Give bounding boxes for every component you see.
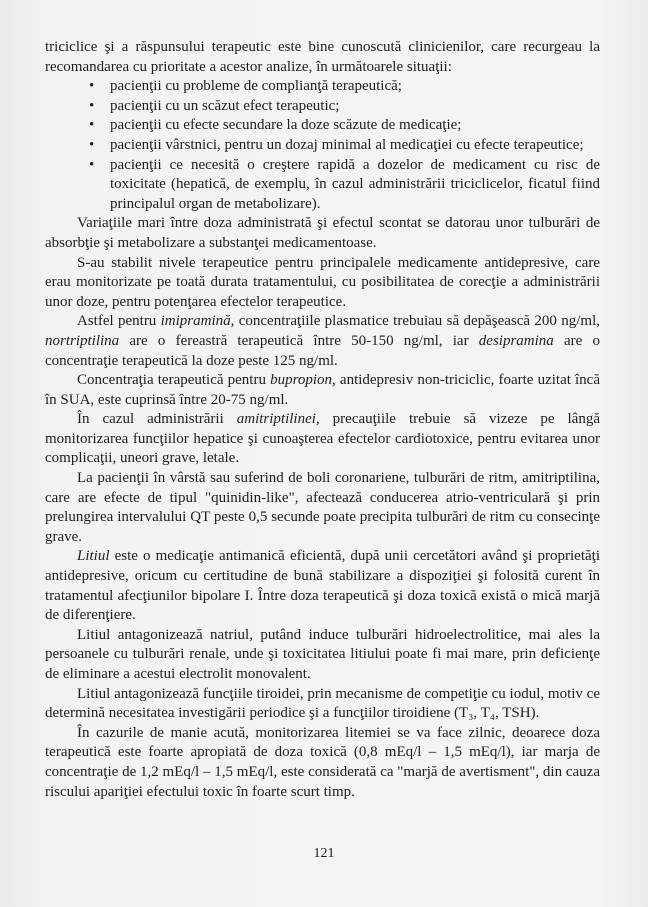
drug-name: bupropion, (270, 372, 336, 389)
paragraph-amitriptilina (45, 410, 600, 469)
body-text (45, 38, 600, 802)
drug-name: desipramina (478, 332, 554, 349)
paragraph-tiroida: Litiul antagonizează funcţiile tiroidei, prin mecanisme de competiţie cu iodul, motiv ce determină necesitatea investigării periodice şi a funcţiilor tiroidiene (T₃, T₄, TSH). (45, 685, 600, 722)
paragraph-manie: În cazurile de manie acută, monitorizarea litemiei se va face zilnic, deoarece doza terapeutică este foarte apropiată de doza toxică (0,8 mEq/l – 1,5 mEq/l), iar marja de concentraţie de 1,2 mEq/l – 1,5 mEq/l, este considerată ca "marjă de avertisment", din cauza riscului apariţiei efectului toxic în foarte scurt timp. (45, 724, 600, 800)
text-run: are o fereastră terapeutică între 50-150 ng/ml, iar (119, 332, 479, 349)
bullet-item: • pacienţii cu un scăzut efect terapeutic; (110, 97, 600, 117)
drug-name: amitriptilinei, (236, 411, 320, 428)
paragraph-coronarieni: La pacienţii în vârstă sau suferind de boli coronariene, tulburări de ritm, amitriptilina, care are efecte de tipul "quinidin-like", afectează conducerea atrio-ventriculară şi prin prelungirea intervalului QT peste 0,5 secunde poate precipita tulburări de ritm cu consecinţe grave. (45, 470, 600, 545)
paragraph-imipramina (45, 312, 600, 371)
bullet-list (45, 77, 600, 214)
text-run: are o concentraţie terapeutică la doze peste 125 ng/ml. (45, 332, 600, 369)
paragraph-litiul (45, 547, 600, 625)
text-run: concentraţiile plasmatice trebuiau să depăşească 200 ng/ml, (234, 313, 600, 330)
paragraph-variatii: Variaţiile mari între doza administrată şi efectul scontat se datorau unor tulburări de absorbţie şi metabolizare a substanţei medicamentoase. (45, 215, 600, 251)
page-number: 121 (313, 846, 335, 861)
drug-name: Litiul (77, 548, 110, 565)
bullet-item: • pacienţii ce necesită o creştere rapidă a dozelor de medicament cu risc de toxicitate (hepatică, de exemplu, în cazul administrării triciclicelor, ficatul fiind principalul organ de metabolizare). (110, 156, 600, 215)
drug-name: imipramină, (160, 313, 235, 330)
bullet-item: • pacienţii vârstnici, pentru un dozaj minimal al medicaţiei cu efecte terapeutice; (110, 136, 600, 156)
text-run: În cazul administrării (77, 411, 237, 428)
bullet-item: • pacienţii cu probleme de complianţă terapeutică; (110, 77, 600, 97)
paragraph-natriu: Litiul antagonizează natriul, putând induce tulburări hidroelectrolitice, mai ales la persoanele cu tulburări renale, unde şi toxicitatea litiului poate fi mai mare, prin deficienţe de eliminare a acestui electrolit monovalent. (45, 626, 600, 682)
text-run: antidepresiv non-triciclic, foarte uzitat încă în SUA, este cuprinsă între 20-75 ng/ml. (45, 372, 600, 408)
text-run: precauţiile trebuie să vizeze pe lângă monitorizarea funcţiilor hepatice şi cunoaşterea efectelor cardiotoxice, pentru evitarea unor complicaţii, uneori grave, letale. (45, 411, 600, 467)
drug-name: nortriptilina (45, 332, 120, 349)
text-run: Astfel pentru (77, 313, 161, 330)
paragraph-niveluri: S-au stabilit nivele terapeutice pentru principalele medicamente antidepresive, care erau monitorizate pe toată durata tratamentului, cu posibilitatea de corecţie a administrării unor doze, pentru potenţarea efectelor terapeutice. (45, 254, 600, 310)
bullet-item: • pacienţii cu efecte secundare la doze scăzute de medicaţie; (110, 116, 600, 136)
text-run: Concentraţia terapeutică pentru (77, 372, 271, 389)
intro-paragraph: triciclice şi a răspunsului terapeutic este bine cunoscută clinicienilor, care recurgeau la recomandarea cu prioritate a acestor analize, în următoarele situaţii: (45, 39, 600, 75)
paragraph-bupropion (45, 371, 600, 410)
text-run: este o medicaţie antimanică eficientă, după unii cercetători având şi proprietăţi antidepresive, oricum cu certitudine de bună stabilizare a dispoziţiei şi folosită curent în tratamentul afecţiunilor bipolare I. Între doza terapeutică şi doza toxică există o mică marjă de diferenţiere. (45, 548, 600, 624)
